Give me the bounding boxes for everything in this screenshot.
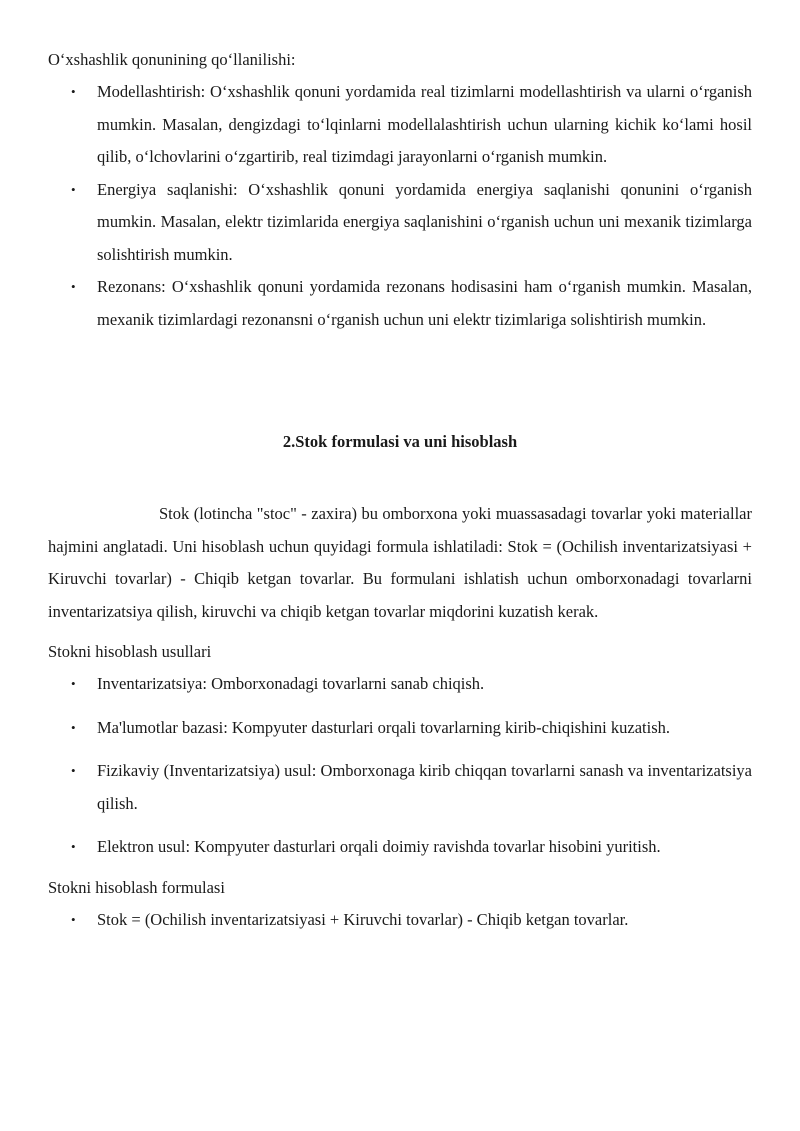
list-item xyxy=(48,831,752,864)
bullet: • xyxy=(71,181,76,197)
bullet: • xyxy=(71,676,76,691)
stock-intro-paragraph: Stok (lotincha "stoc" - zaxira) bu omborxona yoki muassasadagi tovarlar yoki materiallar hajmini anglatadi. Uni hisoblash uchun quyidagi formula ishlatiladi: Stok = (Ochilish inventarizatsiyasi + Kiruvchi tovarlar) - Chiqib ketgan tovarlar. Bu formulani ishlatish uchun omborxonadagi tovarlarni inventarizatsiya qilish, kiruvchi va chiqib ketgan tovarlar miqdorini kuzatish kerak. xyxy=(48,504,752,621)
applications-list xyxy=(48,76,752,336)
list-item xyxy=(48,174,752,272)
application-text: O‘xshashlik qonuni yordamida rezonans hodisasini ham o‘rganish mumkin. Masalan, mexanik tizimlardagi rezonansni o‘rganish uchun uni elektr tizimlariga solishtirish mumkin. xyxy=(97,277,752,329)
methods-list xyxy=(48,668,752,864)
method-text: Elektron usul: Kompyuter dasturlari orqali doimiy ravishda tovarlar hisobini yuritish. xyxy=(97,837,661,856)
bullet: • xyxy=(71,763,76,778)
list-item xyxy=(48,271,752,336)
application-term: Modellashtirish: xyxy=(97,82,206,101)
application-term: Energiya saqlanishi: xyxy=(97,179,238,199)
list-item xyxy=(48,76,752,174)
list-item xyxy=(48,755,752,820)
list-item xyxy=(48,668,752,701)
bullet: • xyxy=(71,719,76,735)
bullet: • xyxy=(71,84,76,99)
method-text: Ma'lumotlar bazasi: Kompyuter dasturlari orqali tovarlarning kirib-chiqishini kuzatish. xyxy=(97,717,670,737)
method-text: Inventarizatsiya: Omborxonadagi tovarlarni sanab chiqish. xyxy=(97,674,485,693)
application-text: O‘xshashlik qonuni yordamida energiya saqlanishi qonunini o‘rganish mumkin. Masalan, elektr tizimlarida energiya saqlanishini o‘rganish uchun uni mexanik tizimlarga solishtirish mumkin. xyxy=(97,179,752,264)
list-item xyxy=(48,904,752,937)
methods-heading: Stokni hisoblash usullari xyxy=(48,642,212,661)
formula-text: Stok = (Ochilish inventarizatsiyasi + Kiruvchi tovarlar) - Chiqib ketgan tovarlar. xyxy=(97,909,629,929)
application-term: Rezonans: xyxy=(97,277,166,296)
intro-heading: O‘xshashlik qonunining qo‘llanilishi: xyxy=(48,50,296,69)
list-item xyxy=(48,712,752,745)
formula-heading: Stokni hisoblash formulasi xyxy=(48,877,225,897)
application-text: O‘xshashlik qonuni yordamida real tizimlarni modellashtirish va ularni o‘rganish mumkin. Masalan, dengizdagi to‘lqinlarni modellalashtirish uchun ularning kichik ko‘lami hosil qilib, o‘lchovlarini o‘zgartirib, real tizimdagi jarayonlarni o‘rganish mumkin. xyxy=(97,82,752,166)
method-text: Fizikaviy (Inventarizatsiya) usul: Omborxonaga kirib chiqqan tovarlarni sanash va inventarizatsiya qilish. xyxy=(97,761,752,813)
bullet: • xyxy=(71,839,76,854)
bullet: • xyxy=(71,279,76,294)
bullet: • xyxy=(71,911,76,927)
section-title: 2.Stok formulasi va uni hisoblash xyxy=(282,432,518,451)
formula-list xyxy=(48,904,752,937)
